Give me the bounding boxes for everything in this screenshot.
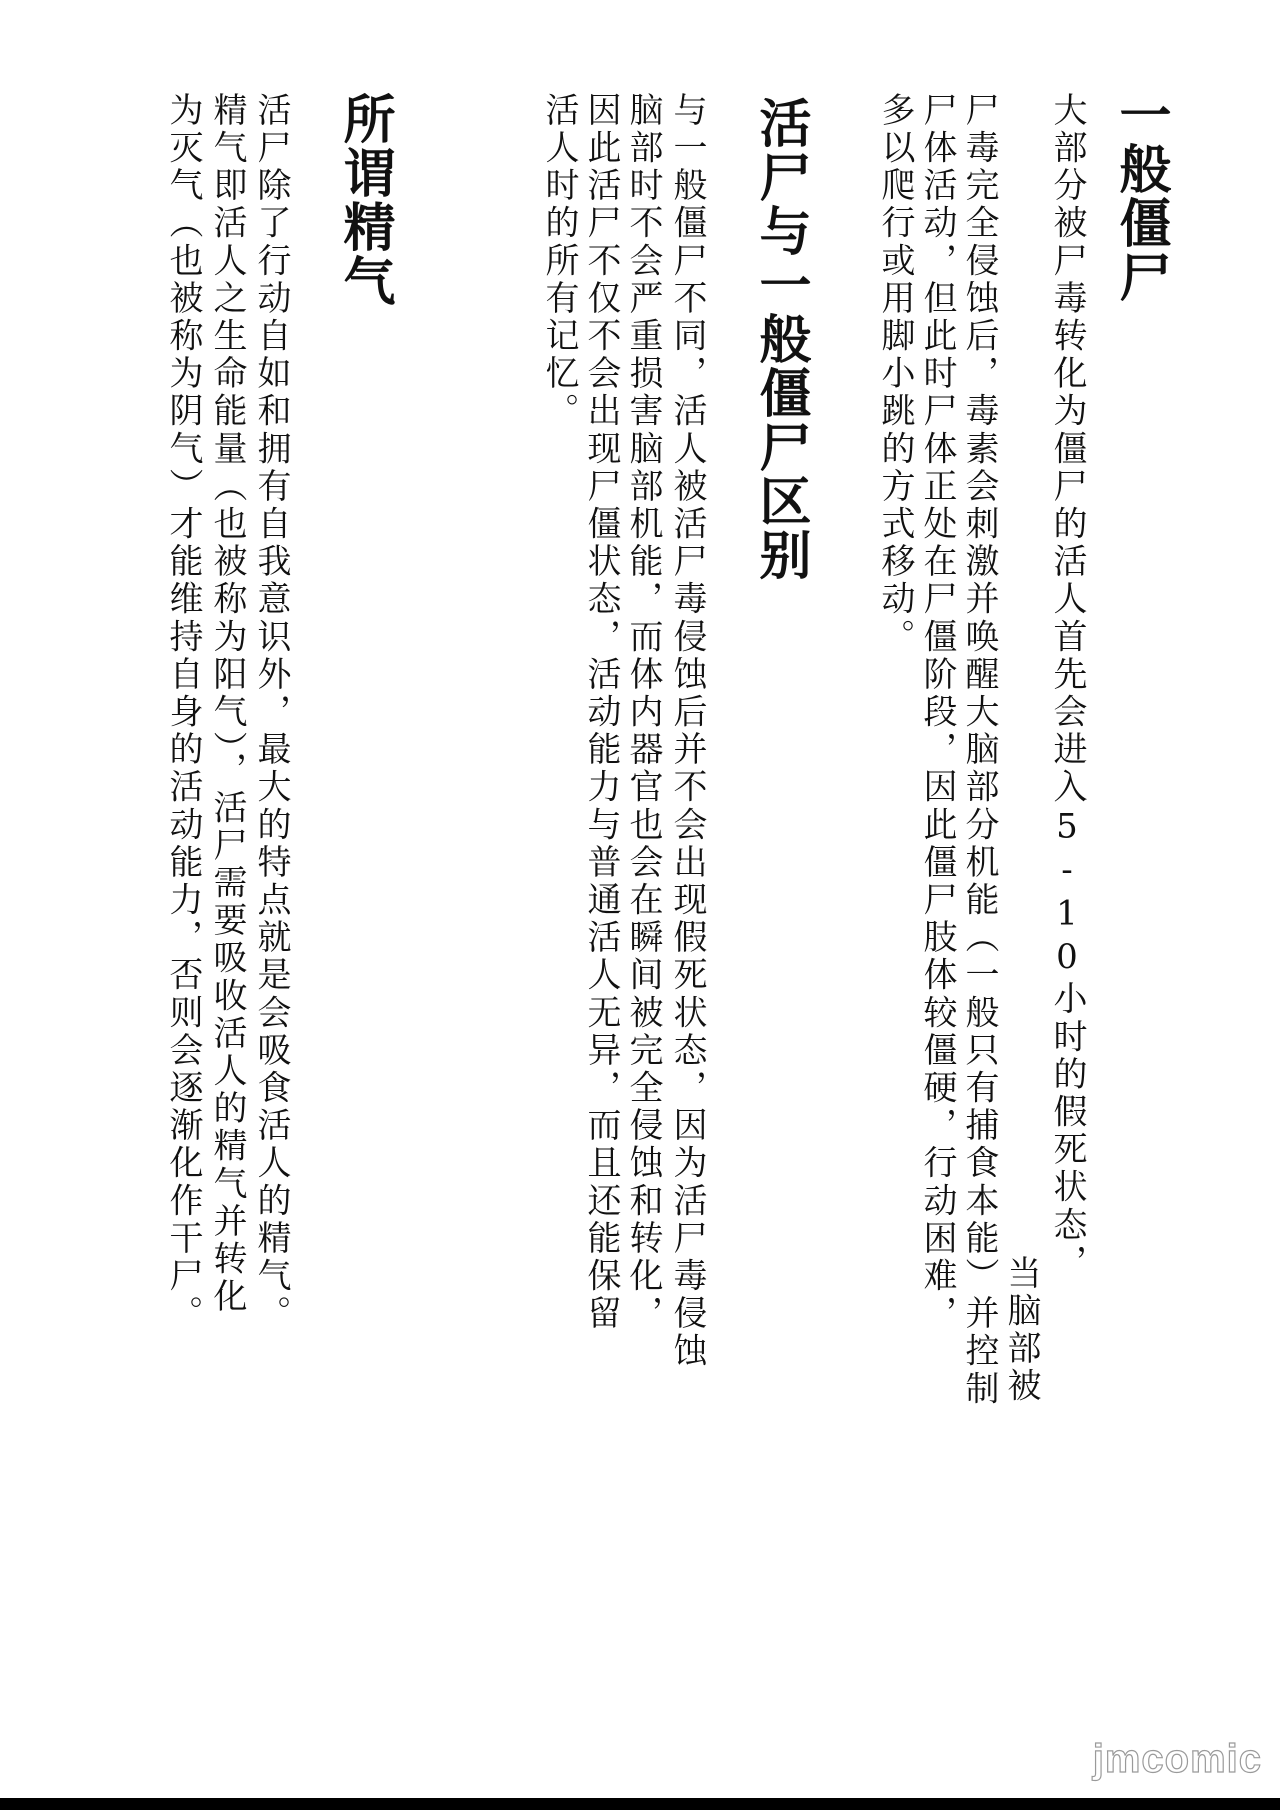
section-heading-ordinary-zombie: 一般僵尸	[1110, 88, 1171, 304]
section-heading-so-called-essence: 所谓精气	[334, 92, 395, 308]
text-column: 活人时的所有记忆。	[539, 92, 579, 431]
text-column: 大部分被尸毒转化为僵尸的活人首先会进入5-10小时的假死状态，	[1047, 92, 1087, 1282]
text-column: 活尸除了行动自如和拥有自我意识外，最大的特点就是会吸食活人的精气。	[251, 92, 291, 1333]
site-watermark: jmcomic	[1092, 1737, 1262, 1781]
text-column: 尸体活动，但此时尸体正处在尸僵阶段，因此僵尸肢体较僵硬，行动困难，	[917, 92, 957, 1333]
text-column: 精气即活人之生命能量（也被称为阳气），活尸需要吸收活人的精气并转化	[207, 92, 247, 1316]
text-column: 脑部时不会严重损害脑部机能，而体内器官也会在瞬间被完全侵蚀和转化，	[623, 92, 663, 1333]
text-column: 与一般僵尸不同，活人被活尸毒侵蚀后并不会出现假死状态，因为活尸毒侵蚀	[667, 92, 707, 1371]
text-column: 当脑部被	[1001, 1255, 1041, 1406]
text-column: 为灭气（也被称为阴气）才能维持自身的活动能力，否则会逐渐化作干尸。	[163, 92, 203, 1333]
text-column: 因此活尸不仅不会出现尸僵状态，活动能力与普通活人无异，而且还能保留	[581, 92, 621, 1333]
text-column: 多以爬行或用脚小跳的方式移动。	[875, 92, 915, 656]
bottom-border	[0, 1798, 1280, 1810]
text-column: 尸毒完全侵蚀后，毒素会刺激并唤醒大脑部分机能（一般只有捕食本能）并控制	[959, 92, 999, 1408]
section-heading-living-corpse-difference: 活尸与一般僵尸区别	[750, 96, 811, 582]
